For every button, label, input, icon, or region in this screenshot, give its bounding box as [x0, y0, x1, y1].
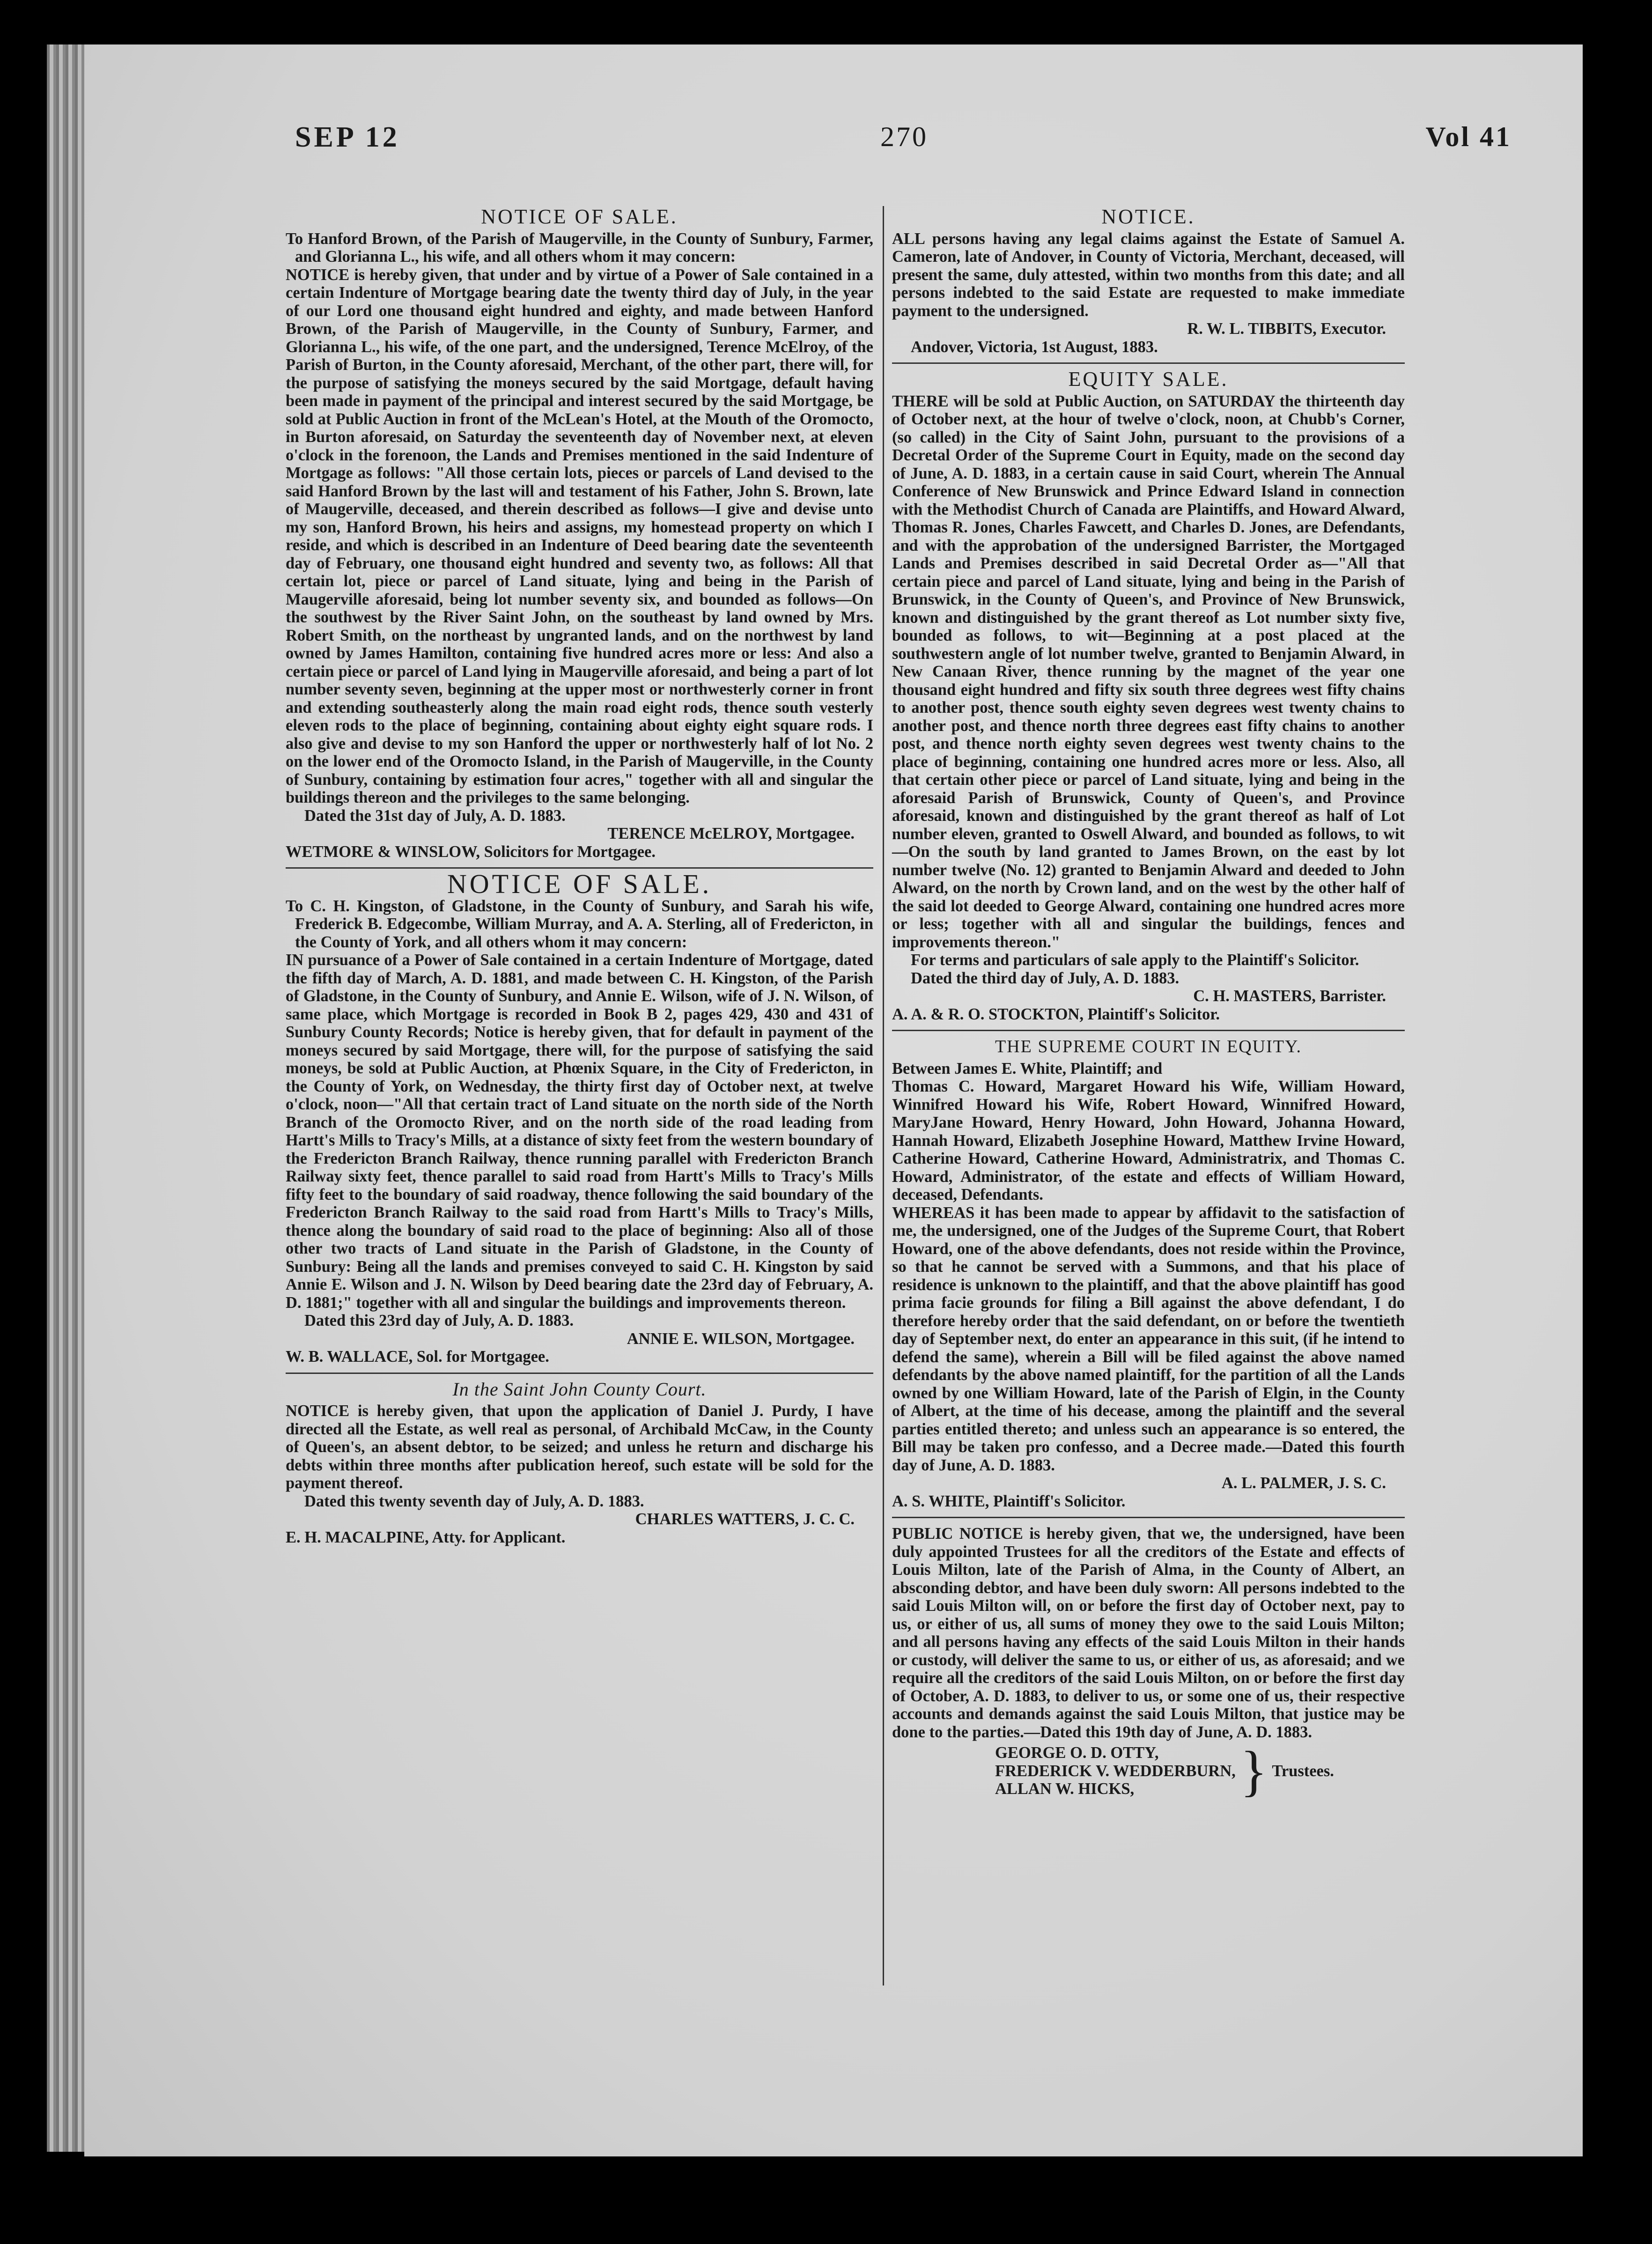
notice-body: IN pursuance of a Power of Sale contained in a certain Indenture of Mortgage, dated the fifth day of March, A. D. 1881, and made between C. H. Kingston, of the Parish of Gladstone, in the County of Sunbury, and Annie E. Wilson, wife of J. N. Wilson, of same place, which Mortgage is recorded in Book B 2, pages 429, 430 and 431 of Sunbury County Records; Notice is hereby given, that for default in payment of the moneys secured by said Mortgage, there will, for the purpose of satisfying the said moneys, be sold at Public Auction, at Phœnix Square, in the City of Fredericton, in the County of York, on Wednesday, the thirty first day of October next, at twelve o'clock, noon—"All that certain tract of Land situate on the north side of the North Branch of the Oromocto River, and on the north side of the road leading from Hartt's Mills to Tracy's Mills, at a distance of sixty feet from the western boundary of the Fredericton Branch Railway, thence running parallel with Fredericton Branch Railway sixty feet, thence parallel to said road from Hartt's Mills to Tracy's Mills fifty feet to the boundary of said roadway, thence following the said boundary of the Fredericton Branch Railway to the said road from Hartt's Mills to Tracy's Mills, thence along the boundary of said road to the place of beginning: Also all of those other two tracts of Land situate in the Parish of Gladstone, in the County of Sunbury: Being all the lands and premises conveyed to said C. H. Kingston by said Annie E. Wilson and J. N. Wilson by Deed bearing date the 23rd day of February, A. D. 1881;" together with all and singular the buildings and improvements thereon.: [286, 951, 873, 1312]
section-divider: [286, 1373, 873, 1374]
court-dated: Dated this twenty seventh day of July, A. D. 1883.: [304, 1492, 644, 1510]
header-date: SEP 12: [295, 121, 400, 153]
left-column: [286, 206, 873, 1551]
estate-body: ALL persons having any legal claims against the Estate of Samuel A. Cameron, late of Andover, in County of Victoria, Merchant, deceased, will present the same, duly attested, within two months from this date; and all persons indebted to the said Estate are requested to make immediate payment to the undersigned.: [892, 229, 1405, 320]
court-attorney: E. H. MACALPINE, Atty. for Applicant.: [286, 1528, 566, 1546]
notice-solicitor: WETMORE & WINSLOW, Solicitors for Mortgagee.: [286, 842, 656, 861]
equity-terms: For terms and particulars of sale apply to the Plaintiff's Solicitor.: [911, 951, 1359, 969]
court-signature: CHARLES WATTERS, J. C. C.: [635, 1510, 855, 1528]
public-notice-body: PUBLIC NOTICE is hereby given, that we, the undersigned, have been duly appointed Trustees for all the creditors of the Estate and effects of Louis Milton, late of the Parish of Alma, in the County of Albert, an absconding debtor, and have been duly sworn: All persons indebted to the said Louis Milton will, on or before the first day of October next, pay to us, or either of us, all sums of money they owe to the said Louis Milton; and all persons having any effects of the said Louis Milton in their hands or custody, will deliver the same to us, or either of us, as aforesaid; and we require all the creditors of the said Louis Milton, on or before the first day of October, A. D. 1883, to deliver to us, or some one of us, their respective accounts and demands against the said Louis Milton, that justice may be done to the parties.—Dated this 19th day of June, A. D. 1883.: [892, 1525, 1405, 1741]
trustees-label: Trustees.: [1272, 1762, 1334, 1780]
supreme-title: THE SUPREME COURT IN EQUITY.: [995, 1037, 1302, 1056]
notice-address: To Hanford Brown, of the Parish of Maugerville, in the County of Sunbury, Farmer, and Glorianna L., his wife, and all others whom it may concern:: [286, 229, 873, 266]
county-court-notice: [286, 1380, 873, 1547]
supreme-body: WHEREAS it has been made to appear by affidavit to the satisfaction of me, the undersigned, one of the Judges of the Supreme Court, that Robert Howard, one of the above defendants, does not reside within the Province, so that he cannot be served with a Summons, and that his place of residence is unknown to the plaintiff, and that the above plaintiff has good prima facie grounds for filing a Bill against the above defendant, I do therefore hereby order that the said defendant, on or before the twentieth day of September next, do enter an appearance in this suit, (if he intend to defend the same), wherein a Bill will be filed against the above named defendants by the above named plaintiff, for the partition of all the Lands owned by one William Howard, late of the Parish of Elgin, in the County of Albert, at the time of his decease, among the plaintiff and the several parties entitled thereto; and unless such an appearance is so entered, the Bill may be taken pro confesso, and a Decree made.—Dated this fourth day of June, A. D. 1883.: [892, 1203, 1405, 1474]
trustee-names: [995, 1744, 1236, 1798]
estate-notice: [892, 205, 1405, 356]
notice-of-sale-brown: [286, 205, 873, 861]
volume-number: Vol 41: [1425, 121, 1512, 152]
page-header: [295, 121, 1512, 177]
notice-title: NOTICE OF SALE.: [447, 869, 712, 899]
public-notice: [892, 1525, 1405, 1802]
equity-signature: C. H. MASTERS, Barrister.: [1193, 987, 1386, 1005]
equity-dated: Dated the third day of July, A. D. 1883.: [911, 969, 1180, 987]
notice-dated: Dated the 31st day of July, A. D. 1883.: [304, 806, 566, 825]
section-divider: [892, 362, 1405, 364]
trustees-block: [892, 1739, 1405, 1802]
estate-title: NOTICE.: [1101, 205, 1195, 228]
column-divider: [883, 206, 884, 1986]
page-number: 270: [880, 121, 928, 152]
notice-title: NOTICE OF SALE.: [481, 205, 678, 228]
notice-dated: Dated this 23rd day of July, A. D. 1883.: [304, 1312, 574, 1329]
supreme-court-notice: [892, 1038, 1405, 1510]
court-body: NOTICE is hereby given, that upon the application of Daniel J. Purdy, I have directed all the Estate, as well real as personal, of Archibald McCaw, in the County of Queen's, an absent debtor, to be seized; and unless he return and discharge his debts within three months after publication hereof, such estate will be sold for the payment thereof.: [286, 1402, 873, 1492]
section-divider: [892, 1517, 1405, 1518]
trustee-name: ALLAN W. HICKS,: [995, 1780, 1135, 1798]
court-title: In the Saint John County Court.: [452, 1378, 707, 1400]
equity-sale: [892, 370, 1405, 1023]
section-divider: [892, 1030, 1405, 1031]
supreme-signature: A. L. PALMER, J. S. C.: [1221, 1474, 1386, 1492]
right-column: [892, 206, 1405, 1803]
equity-title: EQUITY SALE.: [1068, 368, 1229, 391]
notice-body: NOTICE is hereby given, that under and by virtue of a Power of Sale contained in a certain Indenture of Mortgage bearing date the twenty third day of July, in the year of our Lord one thousand eight hundred and eighty, and made between Hanford Brown, of the Parish of Maugerville, in the County of Sunbury, Farmer, and Glorianna L., his wife, of the one part, and the undersigned, Terence McElroy, of the Parish of Burton, in the County aforesaid, Merchant, of the other part, there will, for the purpose of satisfying the moneys secured by the said Mortgage, default having been made in payment of the principal and interest secured by the said Mortgage, be sold at Public Auction in front of the McLean's Hotel, at the Mouth of the Oromocto, in Burton aforesaid, on Saturday the seventeenth day of November next, at eleven o'clock in the forenoon, the Lands and Premises mentioned in the said Indenture of Mortgage as follows: "All those certain lots, pieces or parcels of Land devised to the said Hanford Brown by the last will and testament of his Father, John S. Brown, late of Maugerville, deceased, and therein described as follows—I give and devise unto my son, Hanford Brown, his heirs and assigns, my homestead property on which I reside, and which is described in an Indenture of Deed bearing date the seventeenth day of February, one thousand eight hundred and seventy two, as follows: All that certain lot, piece or parcel of Land situate, lying and being in the Parish of Maugerville aforesaid, being lot number seventy six, and bounded as follows—On the southwest by the River Saint John, on the southeast by land owned by Mrs. Robert Smith, on the northeast by ungranted lands, and on the northwest by land owned by James Hamilton, containing five hundred acres more or less: And also a certain piece or parcel of Land lying in Maugerville aforesaid, and being a part of lot number seventy seven, beginning at the upper most or northwesterly corner in front and extending southeasterly along the main road eight rods, thence south vesterly eleven rods to the place of beginning, containing about eighty eight square rods. I also give and devise to my son Hanford the upper or northwesterly half of lot No. 2 on the lower end of the Oromocto Island, in the Parish of Maugerville, in the County of Sunbury, containing by estimation four acres," together with all and singular the buildings thereon and the privileges to the same belonging.: [286, 266, 873, 806]
notice-solicitor: W. B. WALLACE, Sol. for Mortgagee.: [286, 1348, 549, 1366]
trustee-name: FREDERICK V. WEDDERBURN,: [995, 1762, 1236, 1780]
supreme-solicitor: A. S. WHITE, Plaintiff's Solicitor.: [892, 1492, 1126, 1510]
notice-signature: ANNIE E. WILSON, Mortgagee.: [627, 1329, 855, 1348]
parties-defendants: Thomas C. Howard, Margaret Howard his Wife, William Howard, Winnifred Howard his Wife, Robert Howard, Winnifred Howard, MaryJane Howard, Henry Howard, John Howard, Johanna Howard, Hannah Howard, Elizabeth Josephine Howard, Matthew Irvine Howard, Catherine Howard, Catherine Howard, Administratrix, and Thomas C. Howard, Administrator, of the estate and effects of William Howard, deceased, Defendants.: [892, 1078, 1405, 1203]
equity-body: THERE will be sold at Public Auction, on SATURDAY the thirteenth day of October next, at the hour of twelve o'clock, noon, at Chubb's Corner, (so called) in the City of Saint John, pursuant to the provisions of a Decretal Order of the Supreme Court in Equity, made on the second day of June, A. D. 1883, in a certain cause in said Court, wherein The Annual Conference of New Brunswick and Prince Edward Island in connection with the Methodist Church of Canada are Plaintiffs, and Howard Alward, Thomas R. Jones, Charles Fawcett, and Charles D. Jones, are Defendants, and with the approbation of the undersigned Barrister, the Mortgaged Lands and Premises described in said Decretal Order as—"All that certain piece and parcel of Land situate, lying and being in the Parish of Brunswick, in the County of Queen's, and Province of New Brunswick, known and distinguished by the grant thereof as Lot number sixty five, bounded as follows, to wit—Beginning at a post placed at the southwestern angle of lot number twelve, granted to Benjamin Alward, in New Canaan River, thence running by the magnet of the year one thousand eight hundred and fifty six south three degrees west fifty chains to another post, thence south eighty seven degrees west twenty chains to another post, and thence north three degrees east fifty chains to another post, and thence north eighty seven degrees west twenty chains to the place of beginning, containing one hundred acres more or less. Also, all that certain other piece or parcel of Land situate, lying and being in the aforesaid Parish of Brunswick, County of Queen's, and Province aforesaid, known and distinguished by the grant thereof as half of Lot number eleven, granted to Oswell Alward, and bounded as follows, to wit—On the south by land granted to James Brown, on the east by lot number twelve (No. 12) granted to Benjamin Alward and deeded to John Alward, on the north by Crown land, and on the west by the other half of the said lot deeded to George Alward, containing one hundred acres more or less; together with all and singular the buildings, fences and improvements thereon.": [892, 392, 1405, 951]
notice-of-sale-kingston: [286, 869, 873, 1366]
equity-solicitor: A. A. & R. O. STOCKTON, Plaintiff's Solicitor.: [892, 1005, 1220, 1023]
parties-between: Between James E. White, Plaintiff; and: [892, 1059, 1163, 1078]
brace-symbol: }: [1240, 1739, 1268, 1802]
notice-signature: TERENCE McELROY, Mortgagee.: [607, 825, 855, 842]
estate-signature: R. W. L. TIBBITS, Executor.: [1187, 320, 1386, 338]
notice-address: To C. H. Kingston, of Gladstone, in the County of Sunbury, and Sarah his wife, Frederick B. Edgecombe, William Murray, and A. A. Sterling, all of Fredericton, in the County of York, and all others whom it may concern:: [286, 897, 873, 951]
estate-dated: Andover, Victoria, 1st August, 1883.: [911, 338, 1158, 356]
trustee-name: GEORGE O. D. OTTY,: [995, 1744, 1159, 1762]
